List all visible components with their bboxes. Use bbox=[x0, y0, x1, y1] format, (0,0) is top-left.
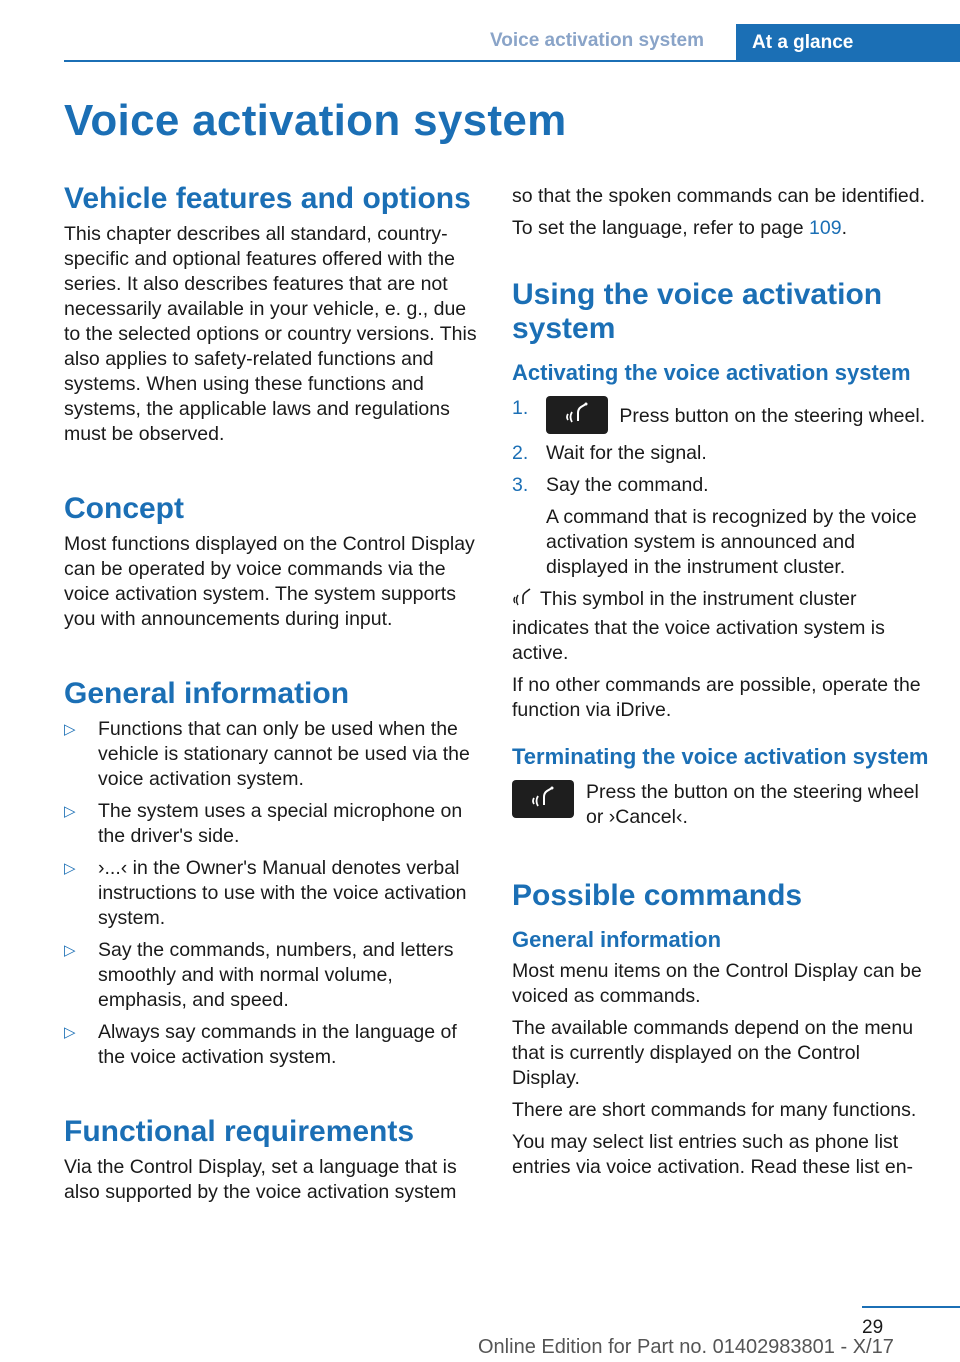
page-link[interactable]: 109 bbox=[809, 217, 842, 239]
list-item: 2. Wait for the signal. bbox=[512, 442, 707, 464]
footer-rule bbox=[862, 1306, 960, 1308]
commands-paragraph: You may select list entries such as phone list entries via voice activation. Read these list en- bbox=[512, 1131, 914, 1178]
voice-button-icon bbox=[546, 396, 608, 434]
activation-steps bbox=[512, 396, 932, 580]
no-commands-text: If no other commands are possible, operate the function via iDrive. bbox=[512, 674, 921, 721]
commands-paragraph: Most menu items on the Control Display can be voiced as commands. bbox=[512, 960, 922, 1007]
functional-requirements-text: Via the Control Display, set a language that is also supported by the voice activation system bbox=[64, 1156, 457, 1203]
terminating-row bbox=[512, 780, 932, 836]
heading-terminating: Terminating the voice activation system bbox=[512, 744, 929, 769]
list-item: ▷ Always say commands in the language of the voice activation system. bbox=[64, 1021, 457, 1068]
concept-text: Most functions displayed on the Control Display can be operated by voice commands via the voice activation system. The system supports you with announcements during input. bbox=[64, 533, 475, 630]
triangle-bullet-icon: ▷ bbox=[64, 942, 76, 959]
vehicle-features-text: This chapter describes all standard, country-specific and optional features offered with the series. It also describes features that are not necessarily available in your vehicle, e. g., due to the selected options or country versions. This also applies to safety-related functions and systems. When using these functions and systems, the applicable laws and regulations must be observed. bbox=[64, 223, 477, 445]
triangle-bullet-icon: ▷ bbox=[64, 803, 76, 820]
heading-using-voice: Using the voice activation system bbox=[512, 278, 883, 345]
heading-general-info-commands: General information bbox=[512, 927, 722, 952]
language-reference: To set the language, refer to page 109. bbox=[512, 217, 848, 239]
terminating-text: Press the button on the steering wheel or ›Cancel‹. bbox=[586, 781, 919, 828]
list-item: ▷ ›...‹ in the Owner's Manual denotes verbal instructions to use with the voice activation system. bbox=[64, 857, 467, 929]
commands-paragraph: There are short commands for many functions. bbox=[512, 1099, 917, 1121]
list-item: ▷ The system uses a special microphone on the driver's side. bbox=[64, 800, 463, 847]
commands-paragraph: The available commands depend on the menu that is currently displayed on the Control Display. bbox=[512, 1017, 914, 1089]
heading-possible-commands: Possible commands bbox=[512, 879, 803, 912]
page-header bbox=[0, 0, 960, 62]
step3-note: A command that is recognized by the voice activation system is announced and displayed in the instrument cluster. bbox=[546, 506, 917, 578]
voice-active-symbol-icon bbox=[512, 587, 540, 616]
right-column bbox=[512, 184, 932, 1187]
heading-vehicle-features: Vehicle features and options bbox=[64, 182, 471, 215]
list-item: 1. Press button on the steering wheel. bbox=[512, 396, 932, 434]
continued-text: so that the spoken commands can be identified. bbox=[512, 185, 926, 207]
header-active-tab[interactable]: At a glance bbox=[736, 24, 960, 62]
symbol-note: This symbol in the instrument cluster indicates that the voice activation system is active. bbox=[512, 588, 885, 664]
edition-text: Online Edition for Part no. 01402983801 - X/17 bbox=[478, 1336, 894, 1358]
left-column bbox=[64, 182, 482, 1212]
voice-button-icon bbox=[512, 780, 574, 818]
triangle-bullet-icon: ▷ bbox=[64, 721, 76, 738]
page-title: Voice activation system bbox=[64, 96, 567, 145]
general-information-list bbox=[64, 717, 482, 1070]
heading-general-information: General information bbox=[64, 677, 350, 710]
list-item: 3. Say the command. A command that is recognized by the voice activation system is announced and displayed in the instrument cluster. bbox=[512, 473, 932, 580]
list-item: ▷ Functions that can only be used when the vehicle is stationary cannot be used via the voice activation system. bbox=[64, 718, 470, 790]
list-item: ▷ Say the commands, numbers, and letters smoothly and with normal volume, emphasis, and speed. bbox=[64, 939, 454, 1011]
header-section-tab[interactable]: Voice activation system bbox=[490, 30, 705, 51]
triangle-bullet-icon: ▷ bbox=[64, 1024, 76, 1041]
heading-functional-requirements: Functional requirements bbox=[64, 1115, 415, 1148]
page-number: 29 bbox=[862, 1317, 884, 1338]
heading-concept: Concept bbox=[64, 492, 184, 525]
triangle-bullet-icon: ▷ bbox=[64, 860, 76, 877]
heading-activating: Activating the voice activation system bbox=[512, 360, 911, 385]
header-rule bbox=[64, 60, 960, 62]
